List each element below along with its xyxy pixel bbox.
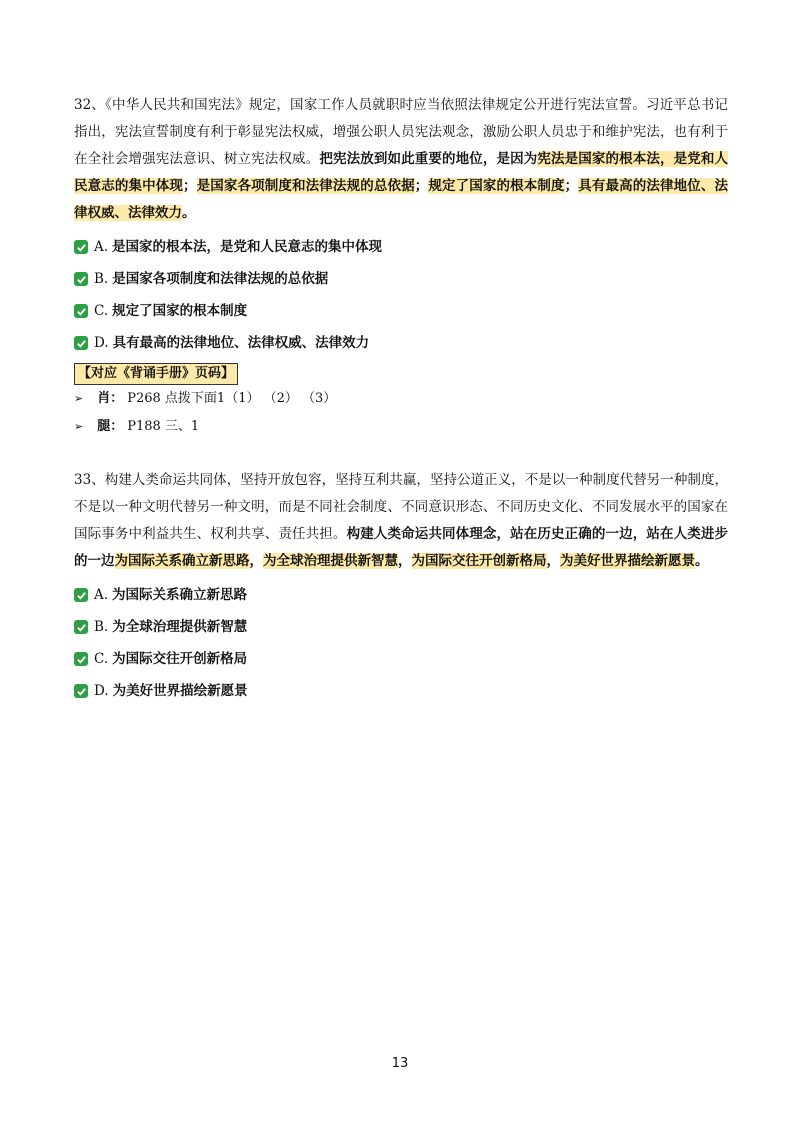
q32-sep-1: ； [183,178,197,194]
option-letter: A. [94,587,109,603]
q32-end: 。 [182,205,196,221]
q33-sep-2: ， [398,553,412,569]
q33-stem: 33、构建人类命运共同体，坚持开放包容，坚持互利共赢，坚持公道正义，不是以一种制度代替另一种制度，不是以一种文明代替另一种文明，而是不同社会制度、不同意识形态、不同历史文化、不同发展水平的国家在国际事务中利益共生、权利共享、责任共担。 [74,472,728,542]
check-box-icon [74,336,88,350]
q32-option-b [74,263,728,295]
check-box-icon [74,684,88,698]
check-box-icon [74,620,88,634]
q32-highlight-4: 具有最高的法律地位、法律权威、法律效力 [74,178,729,221]
arrow-bullet-icon: ➢ [74,420,84,433]
page-content [74,92,728,707]
q33-option-c [74,643,728,675]
q33-option-b [74,611,728,643]
option-letter: B. [94,271,109,287]
question-33-text [74,467,728,575]
check-box-icon [74,652,88,666]
ref-line-xiao [74,385,728,413]
ref-key: 肖： [97,391,124,406]
q32-stem: 32、《中华人民共和国宪法》规定，国家工作人员就职时应当依照法律规定公开进行宪法宣誓。习近平总书记指出，宪法宣誓制度有利于彰显宪法权威，增强公职人员宪法观念，激励公职人员忠于和维护宪法，也有利于在全社会增强宪法意识、树立宪法权威。 [74,97,728,167]
check-box-icon [74,588,88,602]
q32-sep-3: ； [564,178,579,194]
option-letter: C. [94,651,109,667]
option-text: 是国家的根本法，是党和人民意志的集中体现 [112,239,383,255]
q32-highlight-1: 宪法是国家的根本法，是党和人民意志的集中体现 [74,151,729,194]
q32-option-a [74,231,728,263]
q32-highlight-3: 规定了国家的根本制度 [428,178,565,194]
option-letter: B. [94,619,109,635]
check-box-icon [74,304,88,318]
ref-value: P188 三、1 [127,419,200,434]
q33-sep-3: ， [546,553,560,569]
option-text: 是国家各项制度和法律法规的总依据 [112,271,329,287]
option-letter: C. [94,303,109,319]
question-32-text [74,92,728,227]
q33-highlight-2: 为全球治理提供新智慧 [263,553,398,569]
q32-option-c [74,295,728,327]
option-text: 为国际关系确立新思路 [112,587,248,603]
option-letter: A. [94,239,109,255]
q32-option-d [74,327,728,359]
q33-bold-lead: 构建人类命运共同体理念，站在历史正确的一边，站在人类进步的一边 [74,526,729,569]
q33-option-a [74,579,728,611]
option-text: 为国际交往开创新格局 [112,651,248,667]
check-box-icon [74,272,88,286]
page-number: 13 [391,1056,409,1071]
q33-sep-1: ， [249,553,263,569]
option-text: 为美好世界描绘新愿景 [112,683,248,699]
q33-option-d [74,675,728,707]
option-text: 为全球治理提供新智慧 [112,619,248,635]
ref-value: P268 点拨下面1（1） （2） （3） [127,391,337,406]
handbook-reference-label: 【对应《背诵手册》页码】 [74,363,238,385]
ref-line-tui [74,413,728,441]
q32-bold-lead: 把宪法放到如此重要的地位，是因为 [319,151,538,167]
ref-key: 腿： [97,419,124,434]
option-letter: D. [94,683,109,699]
check-box-icon [74,240,88,254]
q32-sep-2: ； [414,178,429,194]
option-text: 具有最高的法律地位、法律权威、法律效力 [112,335,370,351]
option-letter: D. [94,335,109,351]
q33-highlight-3: 为国际交往开创新格局 [411,553,547,569]
arrow-bullet-icon: ➢ [74,392,84,405]
q33-highlight-1: 为国际关系确立新思路 [114,553,250,569]
q32-highlight-2: 是国家各项制度和法律法规的总依据 [196,178,415,194]
q33-highlight-4: 为美好世界描绘新愿景 [560,553,695,569]
option-text: 规定了国家的根本制度 [112,303,248,319]
q33-end: 。 [695,553,709,569]
